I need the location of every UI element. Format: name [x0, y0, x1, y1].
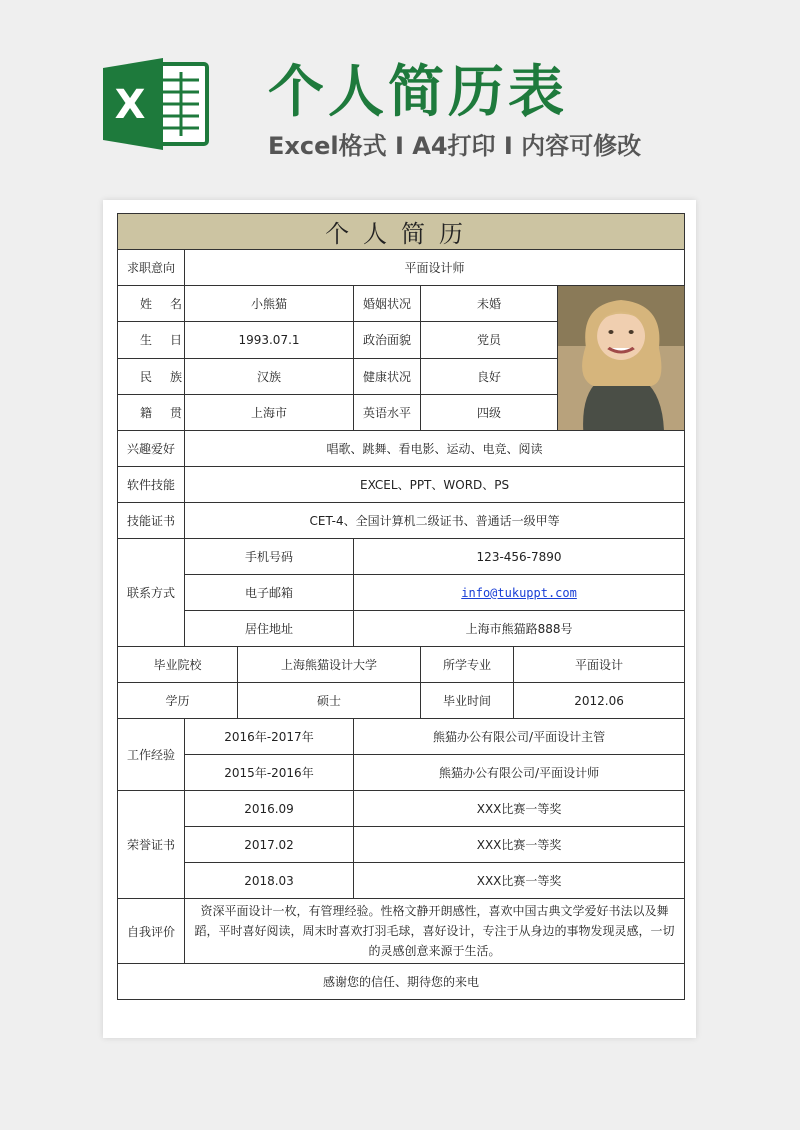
address-label: 居住地址 — [185, 611, 354, 647]
self-eval-value[interactable]: 资深平面设计一枚，有管理经验。性格文静开朗感性，喜欢中国古典文学爱好书法以及舞蹈，平时喜好阅读，周末时喜欢打羽毛球，喜好设计，专注于从身边的事物发现灵感，一切的灵感创意来源于生活。 — [185, 899, 685, 964]
phone-value[interactable]: 123-456-7890 — [354, 539, 685, 575]
phone-label: 手机号码 — [185, 539, 354, 575]
degree-label: 学历 — [118, 683, 238, 719]
school-label: 毕业院校 — [118, 647, 238, 683]
work-label: 工作经验 — [118, 719, 185, 791]
work-period[interactable]: 2015年-2016年 — [185, 755, 354, 791]
svg-text:X: X — [114, 82, 146, 128]
address-value[interactable]: 上海市熊猫路888号 — [354, 611, 685, 647]
english-label: 英语水平 — [354, 394, 421, 430]
politics-label: 政治面貌 — [354, 322, 421, 358]
page-subtitle: Excel格式 Ⅰ A4打印 Ⅰ 内容可修改 — [268, 132, 642, 160]
work-desc[interactable]: 熊猫办公有限公司/平面设计主管 — [354, 719, 685, 755]
school-value[interactable]: 上海熊猫设计大学 — [238, 647, 421, 683]
name-value[interactable]: 小熊猫 — [185, 286, 354, 322]
photo-cell[interactable] — [558, 286, 685, 431]
self-eval-label: 自我评价 — [118, 899, 185, 964]
honors-label: 荣誉证书 — [118, 791, 185, 899]
hobbies-label: 兴趣爱好 — [118, 431, 185, 467]
origin-value[interactable]: 上海市 — [185, 394, 354, 430]
email-link[interactable]: info@tukuppt.com — [461, 585, 577, 600]
honor-desc[interactable]: XXX比赛一等奖 — [354, 827, 685, 863]
software-label: 软件技能 — [118, 467, 185, 503]
page-title: 个人简历表 — [268, 60, 568, 125]
email-label: 电子邮箱 — [185, 575, 354, 611]
honor-date[interactable]: 2016.09 — [185, 791, 354, 827]
hobbies-value[interactable]: 唱歌、跳舞、看电影、运动、电竞、阅读 — [185, 431, 685, 467]
grad-value[interactable]: 2012.06 — [514, 683, 685, 719]
work-period[interactable]: 2016年-2017年 — [185, 719, 354, 755]
english-value[interactable]: 四级 — [421, 394, 558, 430]
ethnic-label: 民族 — [118, 358, 185, 394]
contact-label: 联系方式 — [118, 539, 185, 647]
work-desc[interactable]: 熊猫办公有限公司/平面设计师 — [354, 755, 685, 791]
health-value[interactable]: 良好 — [421, 358, 558, 394]
name-label: 姓名 — [118, 286, 185, 322]
resume-sheet — [103, 200, 696, 1038]
profile-photo — [558, 286, 684, 430]
email-cell — [354, 575, 685, 611]
marital-label: 婚姻状况 — [354, 286, 421, 322]
major-label: 所学专业 — [421, 647, 514, 683]
excel-icon — [103, 58, 213, 150]
job-label: 求职意向 — [118, 250, 185, 286]
birth-label: 生日 — [118, 322, 185, 358]
software-value[interactable]: EXCEL、PPT、WORD、PS — [185, 467, 685, 503]
ethnic-value[interactable]: 汉族 — [185, 358, 354, 394]
job-value[interactable]: 平面设计师 — [185, 250, 685, 286]
resume-heading: 个人简历 — [118, 214, 685, 250]
degree-value[interactable]: 硕士 — [238, 683, 421, 719]
major-value[interactable]: 平面设计 — [514, 647, 685, 683]
footer-note: 感谢您的信任、期待您的来电 — [118, 964, 685, 1000]
marital-value[interactable]: 未婚 — [421, 286, 558, 322]
certs-label: 技能证书 — [118, 503, 185, 539]
honor-date[interactable]: 2018.03 — [185, 863, 354, 899]
health-label: 健康状况 — [354, 358, 421, 394]
honor-desc[interactable]: XXX比赛一等奖 — [354, 863, 685, 899]
resume-table — [117, 213, 685, 1000]
honor-date[interactable]: 2017.02 — [185, 827, 354, 863]
grad-label: 毕业时间 — [421, 683, 514, 719]
honor-desc[interactable]: XXX比赛一等奖 — [354, 791, 685, 827]
certs-value[interactable]: CET-4、全国计算机二级证书、普通话一级甲等 — [185, 503, 685, 539]
origin-label: 籍贯 — [118, 394, 185, 430]
politics-value[interactable]: 党员 — [421, 322, 558, 358]
birth-value[interactable]: 1993.07.1 — [185, 322, 354, 358]
